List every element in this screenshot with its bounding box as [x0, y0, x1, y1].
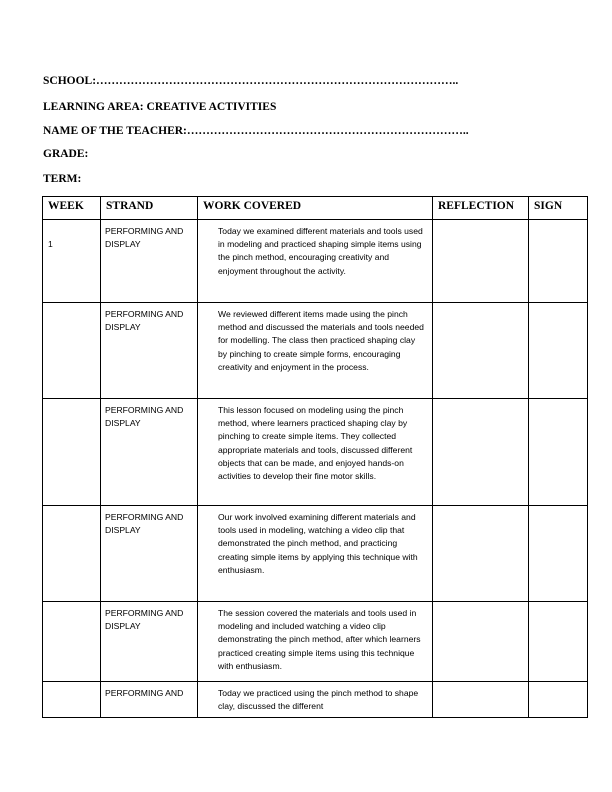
work-record-table	[42, 196, 588, 718]
sign-cell	[529, 303, 588, 399]
table-row	[43, 682, 588, 718]
term-line: TERM:	[43, 173, 82, 185]
week-cell	[43, 602, 101, 682]
reflection-cell	[433, 399, 529, 506]
sign-cell	[529, 602, 588, 682]
column-header-work-covered: WORK COVERED	[198, 197, 433, 220]
learning-area-line: LEARNING AREA: CREATIVE ACTIVITIES	[43, 101, 277, 113]
strand-cell: PERFORMING AND	[101, 682, 198, 718]
column-header-sign: SIGN	[529, 197, 588, 220]
work-covered-cell: This lesson focused on modeling using the pinch method, where learners practiced shaping clay by pinching to create simple items. They collected appropriate materials and tools, discussed different objects that can be made, and enjoyed hands-on activities to develop their fine motor skills.	[198, 399, 433, 506]
work-covered-cell: Today we examined different materials and tools used in modeling and practiced shaping simple items using the pinch method, encouraging creativity and enjoyment throughout the activity.	[198, 220, 433, 303]
table-row	[43, 506, 588, 602]
sign-cell	[529, 506, 588, 602]
work-covered-cell: Our work involved examining different materials and tools used in modeling, watching a video clip that demonstrated the pinch method, and practicing creating simple items by applying this technique with enthusiasm.	[198, 506, 433, 602]
work-covered-cell: We reviewed different items made using the pinch method and discussed the materials and tools needed for modelling. The class then practiced shaping clay by pinching to create simple forms, encouraging creativity and enjoyment in the process.	[198, 303, 433, 399]
week-cell	[43, 399, 101, 506]
reflection-cell	[433, 303, 529, 399]
column-header-week: WEEK	[43, 197, 101, 220]
strand-cell: PERFORMING AND DISPLAY	[101, 602, 198, 682]
week-cell	[43, 506, 101, 602]
teacher-name-line: NAME OF THE TEACHER:………………………………………………………………..	[43, 125, 469, 137]
work-covered-cell: Today we practiced using the pinch method to shape clay, discussed the different	[198, 682, 433, 718]
reflection-cell	[433, 220, 529, 303]
table-header-row	[43, 197, 588, 220]
reflection-cell	[433, 602, 529, 682]
school-line: SCHOOL:…………………………………………………………………………………..	[43, 75, 459, 87]
table-row	[43, 399, 588, 506]
table-row	[43, 602, 588, 682]
strand-cell: PERFORMING AND DISPLAY	[101, 220, 198, 303]
column-header-reflection: REFLECTION	[433, 197, 529, 220]
strand-cell: PERFORMING AND DISPLAY	[101, 506, 198, 602]
sign-cell	[529, 220, 588, 303]
column-header-strand: STRAND	[101, 197, 198, 220]
week-cell: 1	[43, 220, 101, 303]
strand-cell: PERFORMING AND DISPLAY	[101, 399, 198, 506]
table-row	[43, 220, 588, 303]
reflection-cell	[433, 682, 529, 718]
sign-cell	[529, 682, 588, 718]
strand-cell: PERFORMING AND DISPLAY	[101, 303, 198, 399]
table-row	[43, 303, 588, 399]
grade-line: GRADE:	[43, 148, 89, 160]
sign-cell	[529, 399, 588, 506]
reflection-cell	[433, 506, 529, 602]
week-cell	[43, 682, 101, 718]
work-covered-cell: The session covered the materials and tools used in modeling and included watching a video clip demonstrating the pinch method, after which learners practiced creating simple items using this technique with enthusiasm.	[198, 602, 433, 682]
week-cell	[43, 303, 101, 399]
